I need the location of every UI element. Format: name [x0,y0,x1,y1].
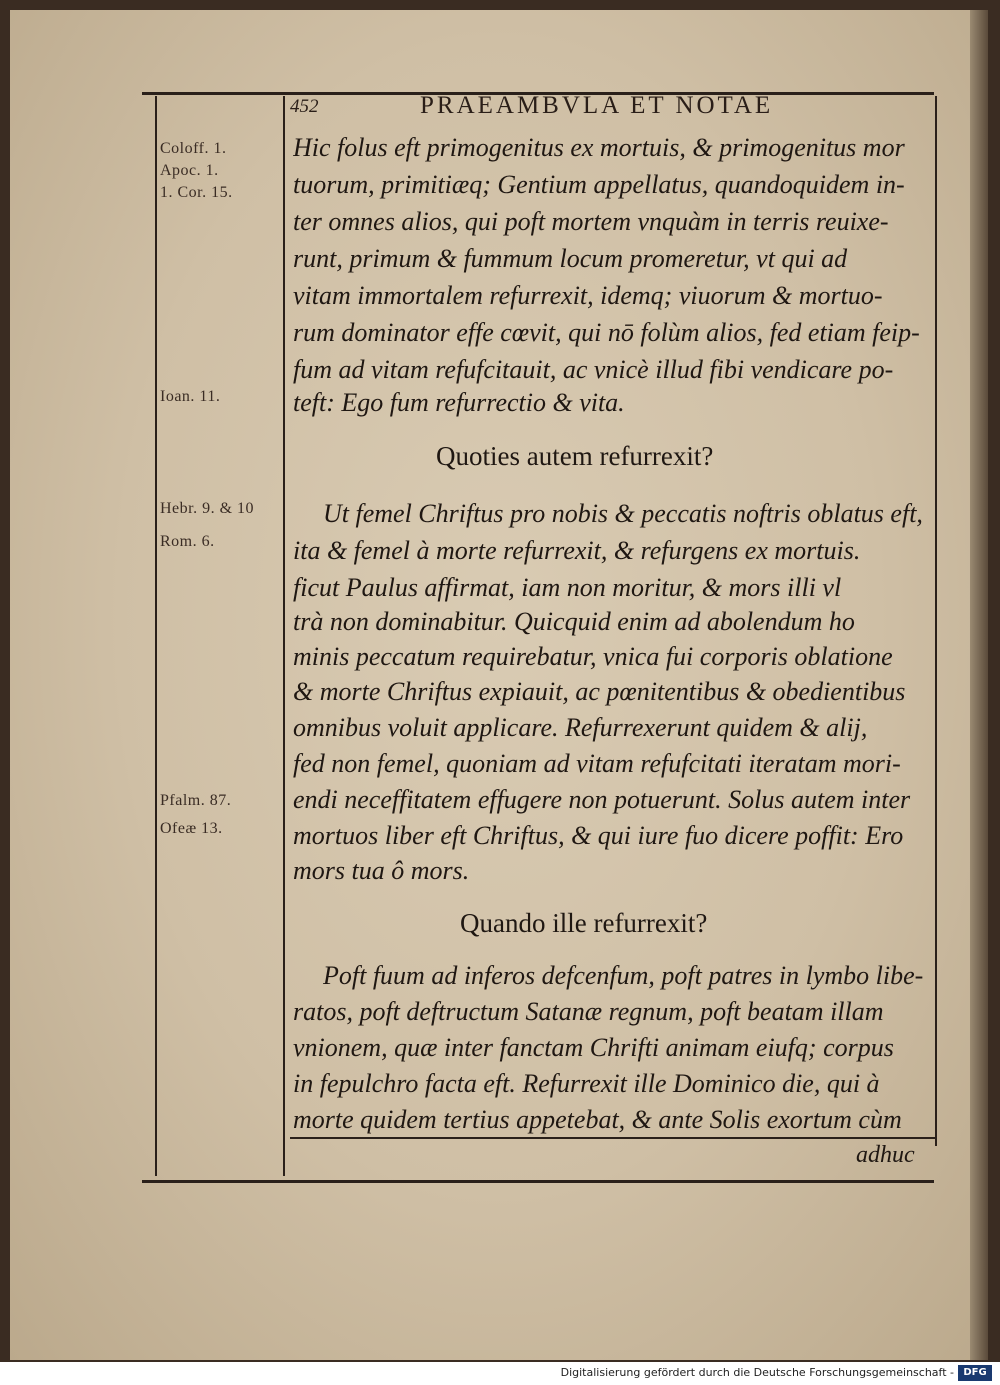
text-line: & morte Chriftus expiauit, ac pœnitentibus & obedientibus [293,677,906,706]
text-line: mors tua ô mors. [293,856,470,885]
text-line: Hic folus eft primogenitus ex mortuis, & primogenitus mor [293,133,905,162]
page-edge [970,10,988,1360]
text-line: vitam immortalem refurrexit, idemq; viuorum & mortuo- [293,281,883,310]
footer-bar [0,1362,1000,1385]
text-line: rum dominator effe cœvit, qui nō folùm alios, fed etiam feip- [293,318,920,347]
text-line: ratos, poft deftructum Satanæ regnum, poft beatam illam [293,997,884,1026]
margin-note: Ioan. 11. [160,388,221,405]
margin-note: Apoc. 1. [160,162,219,179]
section-heading: Quando ille refurrexit? [460,908,708,938]
text-bottom-rule [290,1137,935,1139]
text-line: teft: Ego fum refurrectio & vita. [293,388,625,417]
funding-notice: Digitalisierung gefördert durch die Deutsche Forschungsgemeinschaft - [560,1366,954,1379]
margin-note: 1. Cor. 15. [160,184,233,201]
text-line: minis peccatum requirebatur, vnica fui corporis oblatione [293,642,893,671]
text-right-rule [935,96,937,1146]
text-line: omnibus voluit applicare. Refurrexerunt quidem & alij, [293,713,868,742]
running-head [290,92,930,126]
running-title: PRAEAMBVLA ET NOTAE [420,92,774,119]
text-line: trà non dominabitur. Quicquid enim ad abolendum ho [293,607,855,636]
text-line: endi neceffitatem effugere non potuerunt. Solus autem inter [293,785,911,814]
text-line: fed non femel, quoniam ad vitam refufcitati iteratam mori- [293,749,901,778]
text-line: mortuos liber eft Chriftus, & qui iure fuo dicere poffit: Ero [293,821,904,850]
margin-note: Hebr. 9. & 10 [160,500,255,517]
catchword: adhuc [856,1142,915,1168]
section-heading: Quoties autem refurrexit? [436,441,714,471]
text-line: in fepulchro facta eft. Refurrexit ille Dominico die, qui à [293,1069,880,1098]
text-line: Ut femel Chriftus pro nobis & peccatis noftris oblatus eft, [323,499,923,528]
text-left-rule [283,96,285,1176]
margin-note: Ofeæ 13. [160,820,223,837]
text-line: fum ad vitam refufcitauit, ac vnicè illud fibi vendicare po- [293,355,894,384]
margin-note: Rom. 6. [160,533,215,550]
margin-note: Pfalm. 87. [160,792,232,809]
text-line: runt, primum & fummum locum promeretur, vt qui ad [293,244,848,273]
text-line: tuorum, primitiæq; Gentium appellatus, quandoquidem in- [293,170,905,199]
text-line: ter omnes alios, qui poft mortem vnquàm in terris reuixe- [293,207,889,236]
left-margin-rule [155,96,157,1176]
text-line: ita & femel à morte refurrexit, & refurgens ex mortuis. [293,536,861,565]
page-number: 452 [290,96,319,117]
bottom-rule [142,1180,934,1183]
text-line: vnionem, quæ inter fanctam Chrifti animam eiufq; corpus [293,1033,894,1062]
text-line: Poft fuum ad inferos defcenfum, poft patres in lymbo libe- [323,961,923,990]
text-line: ficut Paulus affirmat, iam non moritur, & mors illi vl [293,573,842,602]
margin-note: Coloff. 1. [160,140,227,157]
dfg-logo[interactable]: DFG [958,1365,992,1381]
text-line: morte quidem tertius appetebat, & ante Solis exortum cùm [293,1105,902,1134]
